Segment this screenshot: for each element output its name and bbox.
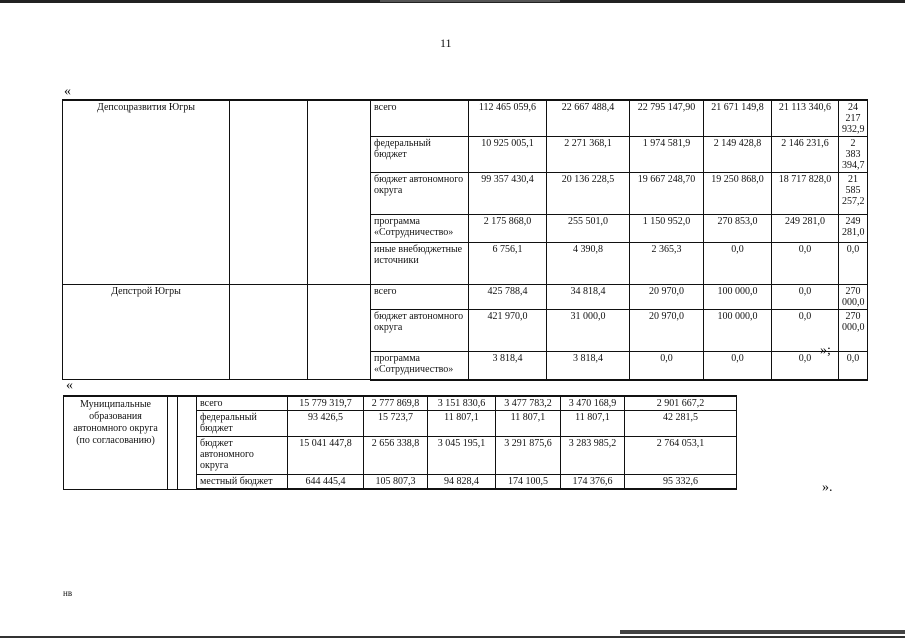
empty-cell: [230, 285, 308, 380]
value-cell: 18 717 828,0: [772, 173, 839, 215]
table-municipal: [63, 395, 737, 490]
value-cell: 11 807,1: [561, 411, 625, 437]
table-row: [63, 100, 868, 137]
value-cell: 2 175 868,0: [469, 215, 547, 243]
empty-cell: [308, 100, 371, 285]
value-cell: 174 100,5: [496, 475, 561, 490]
value-cell: 644 445,4: [288, 475, 364, 490]
row-label: иные внебюджетные источники: [371, 243, 469, 285]
value-cell: 2 383 394,7: [839, 137, 868, 173]
value-cell: 100 000,0: [704, 285, 772, 310]
value-cell: 2 764 053,1: [625, 437, 737, 475]
table-row: [63, 285, 868, 310]
row-label: программа «Сотрудничество»: [371, 215, 469, 243]
value-cell: 2 656 338,8: [364, 437, 428, 475]
value-cell: 100 000,0: [704, 310, 772, 352]
value-cell: 255 501,0: [547, 215, 630, 243]
org-cell: Депсоцразвития Югры: [63, 100, 230, 285]
value-cell: 22 667 488,4: [547, 100, 630, 137]
row-label: бюджет автономного округа: [371, 310, 469, 352]
value-cell: 19 667 248,70: [630, 173, 704, 215]
value-cell: 94 828,4: [428, 475, 496, 490]
scan-edge-bottom: [0, 636, 905, 638]
footer-mark: нв: [63, 588, 73, 598]
value-cell: 112 465 059,6: [469, 100, 547, 137]
value-cell: 0,0: [772, 352, 839, 380]
value-cell: 3 151 830,6: [428, 396, 496, 411]
value-cell: 3 818,4: [547, 352, 630, 380]
value-cell: 93 426,5: [288, 411, 364, 437]
value-cell: 2 271 368,1: [547, 137, 630, 173]
row-label: бюджет автономного округа: [371, 173, 469, 215]
value-cell: 0,0: [772, 310, 839, 352]
table-row: [64, 396, 737, 411]
value-cell: 99 357 430,4: [469, 173, 547, 215]
value-cell: 31 000,0: [547, 310, 630, 352]
table2-open-quote: «: [66, 378, 73, 393]
value-cell: 11 807,1: [496, 411, 561, 437]
value-cell: 2 146 231,6: [772, 137, 839, 173]
value-cell: 15 041 447,8: [288, 437, 364, 475]
row-label: всего: [197, 396, 288, 411]
value-cell: 3 477 783,2: [496, 396, 561, 411]
value-cell: 24 217 932,9: [839, 100, 868, 137]
value-cell: 15 779 319,7: [288, 396, 364, 411]
value-cell: 21 113 340,6: [772, 100, 839, 137]
value-cell: 34 818,4: [547, 285, 630, 310]
page-number: 11: [440, 36, 452, 50]
value-cell: 249 281,0: [772, 215, 839, 243]
empty-cell: [308, 285, 371, 380]
value-cell: 1 974 581,9: [630, 137, 704, 173]
value-cell: 249 281,0: [839, 215, 868, 243]
value-cell: 270 000,0: [839, 285, 868, 310]
scan-edge-bottom-mark: [620, 630, 905, 634]
value-cell: 1 150 952,0: [630, 215, 704, 243]
value-cell: 22 795 147,90: [630, 100, 704, 137]
value-cell: 21 585 257,2: [839, 173, 868, 215]
value-cell: 0,0: [630, 352, 704, 380]
value-cell: 19 250 868,0: [704, 173, 772, 215]
value-cell: 270 000,0: [839, 310, 868, 352]
value-cell: 20 970,0: [630, 310, 704, 352]
empty-cell: [168, 396, 178, 489]
value-cell: 20 970,0: [630, 285, 704, 310]
value-cell: 15 723,7: [364, 411, 428, 437]
value-cell: 0,0: [839, 243, 868, 285]
value-cell: 174 376,6: [561, 475, 625, 490]
value-cell: 2 901 667,2: [625, 396, 737, 411]
org-cell: Муниципальные образования автономного округа (по согласованию): [64, 396, 168, 489]
row-label: местный бюджет: [197, 475, 288, 490]
value-cell: 11 807,1: [428, 411, 496, 437]
value-cell: 21 671 149,8: [704, 100, 772, 137]
row-label: федеральный бюджет: [197, 411, 288, 437]
value-cell: 0,0: [704, 352, 772, 380]
value-cell: 2 777 869,8: [364, 396, 428, 411]
value-cell: 3 818,4: [469, 352, 547, 380]
value-cell: 95 332,6: [625, 475, 737, 490]
value-cell: 2 149 428,8: [704, 137, 772, 173]
row-label: программа «Сотрудничество»: [371, 352, 469, 380]
value-cell: 4 390,8: [547, 243, 630, 285]
value-cell: 42 281,5: [625, 411, 737, 437]
value-cell: 421 970,0: [469, 310, 547, 352]
table2-close-mark: ».: [822, 480, 833, 495]
value-cell: 105 807,3: [364, 475, 428, 490]
value-cell: 270 853,0: [704, 215, 772, 243]
org-cell: Депстрой Югры: [63, 285, 230, 380]
value-cell: 3 470 168,9: [561, 396, 625, 411]
value-cell: 20 136 228,5: [547, 173, 630, 215]
row-label: всего: [371, 100, 469, 137]
value-cell: 2 365,3: [630, 243, 704, 285]
scan-edge-top-mark: [380, 0, 560, 2]
row-label: всего: [371, 285, 469, 310]
value-cell: 425 788,4: [469, 285, 547, 310]
value-cell: 3 291 875,6: [496, 437, 561, 475]
value-cell: 0,0: [839, 352, 868, 380]
table1-open-quote: «: [64, 84, 71, 99]
value-cell: 0,0: [772, 285, 839, 310]
value-cell: 3 045 195,1: [428, 437, 496, 475]
empty-cell: [178, 396, 197, 489]
row-label: федеральный бюджет: [371, 137, 469, 173]
value-cell: 0,0: [772, 243, 839, 285]
table1-close-mark: »;: [820, 343, 831, 358]
value-cell: 3 283 985,2: [561, 437, 625, 475]
value-cell: 10 925 005,1: [469, 137, 547, 173]
table-depsoc-depstroy: [62, 99, 868, 381]
value-cell: 0,0: [704, 243, 772, 285]
row-label: бюджет автономного округа: [197, 437, 288, 475]
value-cell: 6 756,1: [469, 243, 547, 285]
empty-cell: [230, 100, 308, 285]
